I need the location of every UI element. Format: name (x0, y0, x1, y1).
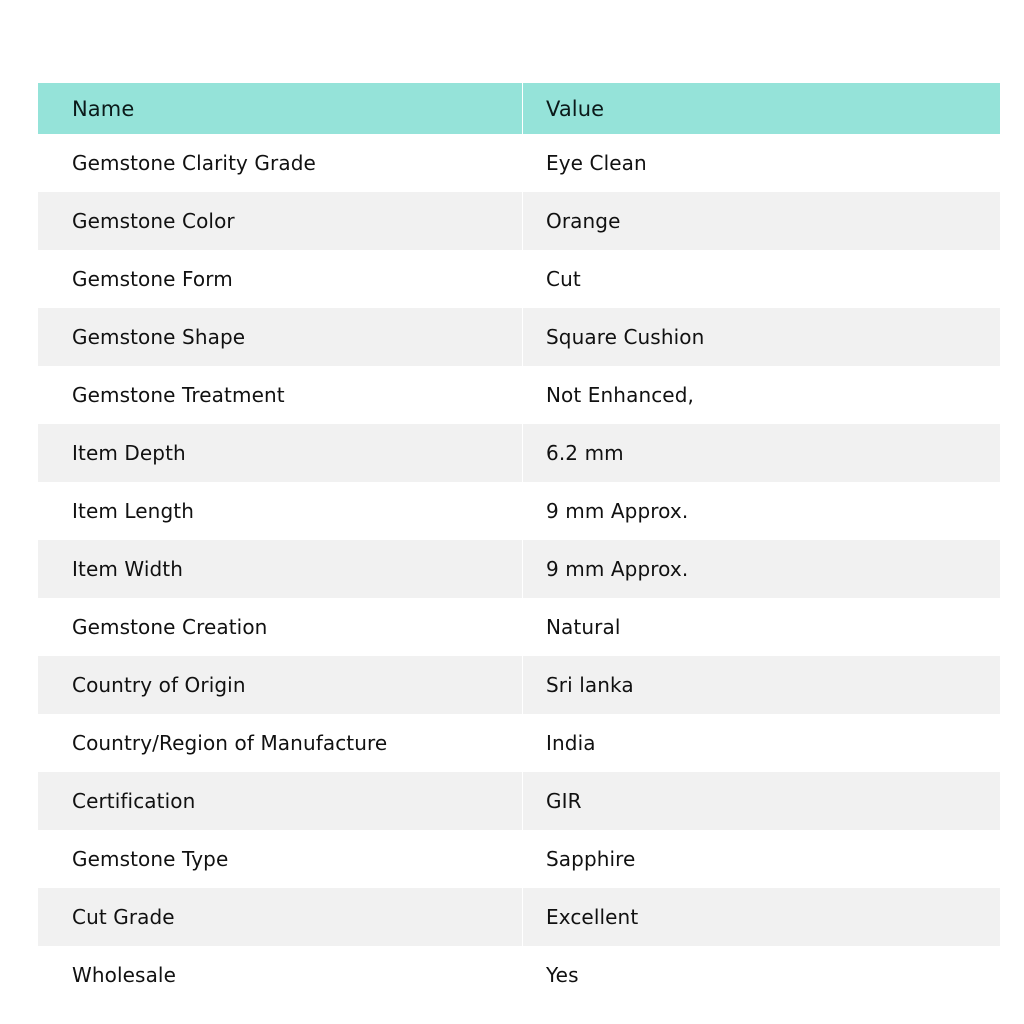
table-header-row (38, 83, 1000, 134)
column-header-value: Value (546, 96, 605, 121)
row-value: Not Enhanced, (546, 383, 694, 407)
row-name: Item Depth (38, 424, 523, 482)
table-row (38, 134, 1000, 192)
table-row (38, 656, 1000, 714)
row-name: Gemstone Shape (38, 308, 523, 366)
row-name: Gemstone Type (38, 830, 523, 888)
table-row (38, 830, 1000, 888)
row-value: Orange (546, 209, 621, 233)
table-row (38, 308, 1000, 366)
table-row (38, 250, 1000, 308)
table-row (38, 772, 1000, 830)
row-value: Eye Clean (546, 151, 647, 175)
table-row (38, 888, 1000, 946)
row-value: 9 mm Approx. (546, 499, 689, 523)
row-name: Country/Region of Manufacture (38, 714, 523, 772)
table-row (38, 424, 1000, 482)
table-row (38, 540, 1000, 598)
row-value: Natural (546, 615, 621, 639)
row-name: Gemstone Creation (38, 598, 523, 656)
row-value: Sri lanka (546, 673, 634, 697)
row-name: Gemstone Form (38, 250, 523, 308)
row-name: Country of Origin (38, 656, 523, 714)
row-value: Sapphire (546, 847, 636, 871)
table-row (38, 714, 1000, 772)
row-name: Gemstone Color (38, 192, 523, 250)
row-value: India (546, 731, 596, 755)
specifications-table (38, 83, 1000, 1004)
row-value: 9 mm Approx. (546, 557, 689, 581)
table-row (38, 482, 1000, 540)
row-value: Square Cushion (546, 325, 705, 349)
row-value: 6.2 mm (546, 441, 624, 465)
table-row (38, 366, 1000, 424)
row-name: Gemstone Treatment (38, 366, 523, 424)
table-row (38, 946, 1000, 1004)
table-row (38, 598, 1000, 656)
row-name: Gemstone Clarity Grade (38, 134, 523, 192)
row-name: Certification (38, 772, 523, 830)
row-name: Item Width (38, 540, 523, 598)
row-value: Cut (546, 267, 581, 291)
table-row (38, 192, 1000, 250)
row-value: GIR (546, 789, 582, 813)
row-name: Item Length (38, 482, 523, 540)
row-name: Wholesale (38, 946, 523, 1004)
row-name: Cut Grade (38, 888, 523, 946)
row-value: Excellent (546, 905, 639, 929)
row-value: Yes (546, 963, 579, 987)
column-header-name: Name (38, 83, 523, 134)
